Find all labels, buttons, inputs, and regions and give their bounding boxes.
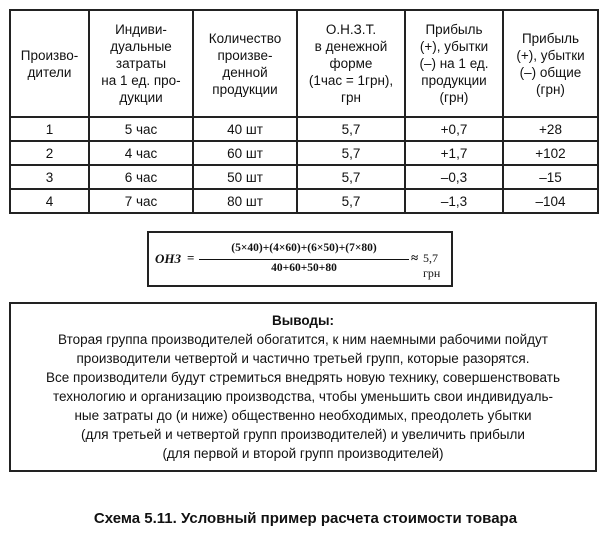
table-cell: +0,7: [405, 117, 503, 141]
figure-caption: Схема 5.11. Условный пример расчета стоимости товара: [93, 510, 518, 527]
formula-approx: ≈: [411, 250, 419, 265]
table-cell: 2: [10, 141, 89, 165]
header-profit-total: Прибыль (+), убытки (–) общие (грн): [503, 10, 598, 117]
table-cell: +102: [503, 141, 598, 165]
conclusion-line: Все производители будут стремиться внедрять новую технику, совершенствовать: [46, 370, 560, 385]
table-cell: 4 час: [89, 141, 193, 165]
formula-denominator: 40+60+50+80: [271, 262, 337, 274]
conclusion-line: технологию и организацию производства, чтобы уменьшить свои индивидуаль-: [52, 389, 553, 404]
table-cell: 5 час: [89, 117, 193, 141]
conclusion-line: Вторая группа производителей обогатится, к ним наемными рабочими пойдут: [58, 332, 548, 347]
conclusions-title: Выводы:: [271, 313, 335, 328]
table-header-row: [10, 10, 598, 117]
table-cell: 80 шт: [193, 189, 297, 213]
conclusion-line: производители четвертой и частично третьей групп, которые разорятся.: [76, 351, 530, 366]
table-cell: 3: [10, 165, 89, 189]
formula-numerator: (5×40)+(4×60)+(6×50)+(7×80): [231, 242, 377, 254]
conclusion-line: (для первой и второй групп производителей): [162, 446, 444, 461]
table-row: [10, 165, 598, 189]
table-cell: 5,7: [297, 189, 405, 213]
table-cell: 40 шт: [193, 117, 297, 141]
header-snwt: О.Н.З.Т. в денежной форме (1час = 1грн), грн: [297, 10, 405, 117]
formula-lhs: ОНЗ: [155, 251, 182, 266]
table-cell: 60 шт: [193, 141, 297, 165]
table-cell: –1,3: [405, 189, 503, 213]
header-individual-costs: Индиви- дуальные затраты на 1 ед. про- дукции: [89, 10, 193, 117]
header-quantity: Количество произве- денной продукции: [193, 10, 297, 117]
conclusion-line: (для третьей и четвертой групп производителей) и увеличить прибыли: [81, 427, 525, 442]
header-profit-per-unit: Прибыль (+), убытки (–) на 1 ед. продукции (грн): [405, 10, 503, 117]
table-row: [10, 189, 598, 213]
conclusion-line: ные затраты до (и ниже) общественно необходимых, преодолеть убытки: [74, 408, 532, 423]
table-cell: 4: [10, 189, 89, 213]
formula-result: 5,7 грн: [423, 251, 441, 280]
table-cell: +28: [503, 117, 598, 141]
formula-equals: =: [187, 250, 195, 265]
conclusions-box: [9, 302, 597, 472]
table-cell: 5,7: [297, 141, 405, 165]
table-row: [10, 117, 598, 141]
table-cell: 50 шт: [193, 165, 297, 189]
table-row: [10, 141, 598, 165]
formula-box: [147, 231, 453, 287]
table-cell: 7 час: [89, 189, 193, 213]
header-producers: Произво- дители: [10, 10, 89, 117]
table-cell: 5,7: [297, 165, 405, 189]
table-cell: 6 час: [89, 165, 193, 189]
table-cell: 5,7: [297, 117, 405, 141]
table-cell: –104: [503, 189, 598, 213]
table-cell: +1,7: [405, 141, 503, 165]
cost-table: [9, 9, 599, 214]
table-cell: 1: [10, 117, 89, 141]
fraction-bar: [199, 259, 409, 260]
table-cell: –0,3: [405, 165, 503, 189]
table-cell: –15: [503, 165, 598, 189]
